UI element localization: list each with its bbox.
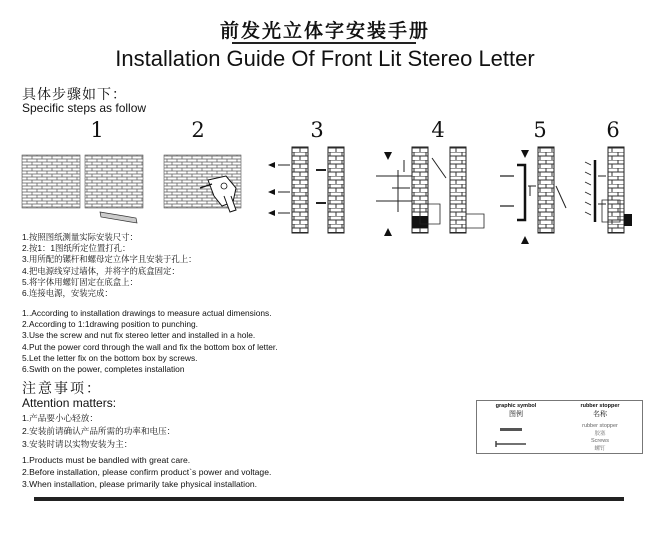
step-number-5: 5 [533,118,547,142]
step-2-illustration [164,155,241,212]
arrow-icon [268,162,275,216]
instructions-cn [22,232,196,299]
legend-row1-cn: 胶塞 [594,431,606,437]
instruction-en-item: 2.According to 1:1drawing position to punching. [22,319,198,330]
instruction-cn-item: 1.按照图纸测量实际安装尺寸： [22,232,138,242]
step-1-illustration [22,155,143,223]
legend-row2-en: Screws [590,438,610,444]
document-title-en: Installation Guide Of Front Lit Stereo Letter [115,46,535,71]
instruction-cn-item: 3.用所配的镙杆和螺母定立体字且安装于孔上： [22,254,197,265]
attention-cn-item: 2.安装前请确认产品所需的功率和电压： [22,426,176,436]
arrow-icon [384,152,392,160]
step-3-illustration [268,147,344,233]
attention-cn-item: 1.产品要小心轻放： [22,413,98,423]
attention-en-item: 2.Before installation, please confirm product`s power and voltage. [22,467,272,477]
legend-row2-cn: 螺钉 [594,446,606,452]
instruction-cn-item: 5.将字体用螺钉固定在底盒上： [22,276,138,287]
step-number-4: 4 [431,118,445,142]
measure-tool-icon [100,212,137,223]
step-number-3: 3 [310,118,324,142]
instruction-cn-item: 6.连接电源，安装完成： [22,288,113,299]
steps-heading-en: Specific steps as follow [22,101,147,115]
arrow-icon [521,150,529,158]
arrow-icon [384,228,392,236]
legend-col1-header-en: graphic symbol [495,403,537,409]
instruction-en-item: 3.Use the screw and nut fix stereo letter and installed in a hole. [22,330,256,341]
attention-heading-en: Attention matters: [22,396,117,410]
step-number-2: 2 [191,118,205,142]
instruction-cn-item: 4.把电源线穿过墙体，并将字的底盒固定： [22,265,180,276]
legend-col1-header-cn: 图例 [509,411,523,418]
instructions-en [22,308,278,375]
instruction-en-item: 5.Let the letter fix on the bottom box by screws. [22,352,198,363]
steps-heading-cn: 具体步骤如下： [22,86,127,102]
step-number-1: 1 [90,118,104,142]
step-5-illustration [500,147,566,244]
legend-col2-header-en: rubber stopper [580,403,620,409]
attention-list-en [22,454,271,490]
attention-cn-item: 3.安装时请以实物安装为主： [22,439,133,449]
attention-list-cn [22,412,175,451]
attention-heading-cn: 注意事项： [22,380,102,396]
legend-row1-en: rubber stopper [582,423,618,429]
attention-en-item: 1.Products must be bandled with great care. [22,455,191,465]
step-6-illustration [585,147,632,233]
step-number-6: 6 [606,118,620,142]
legend-col2-header-cn: 名称 [593,411,607,418]
instruction-en-item: 1..According to installation drawings to measure actual dimensions. [22,308,272,318]
instruction-cn-item: 2.按1：1图纸所定位置打孔： [22,243,131,254]
step-4-illustration [376,147,484,236]
legend-table [476,400,643,454]
document-title-cn: 前发光立体字安装手册 [219,20,430,42]
footer-divider [34,497,624,501]
arrow-icon [521,236,529,244]
attention-en-item: 3.When installation, please primarily take physical installation. [22,479,258,489]
instruction-en-item: 6.Swith on the power, completes installation [22,364,185,375]
instruction-en-item: 4.Put the power cord through the wall and fix the bottom box of letter. [22,341,278,352]
